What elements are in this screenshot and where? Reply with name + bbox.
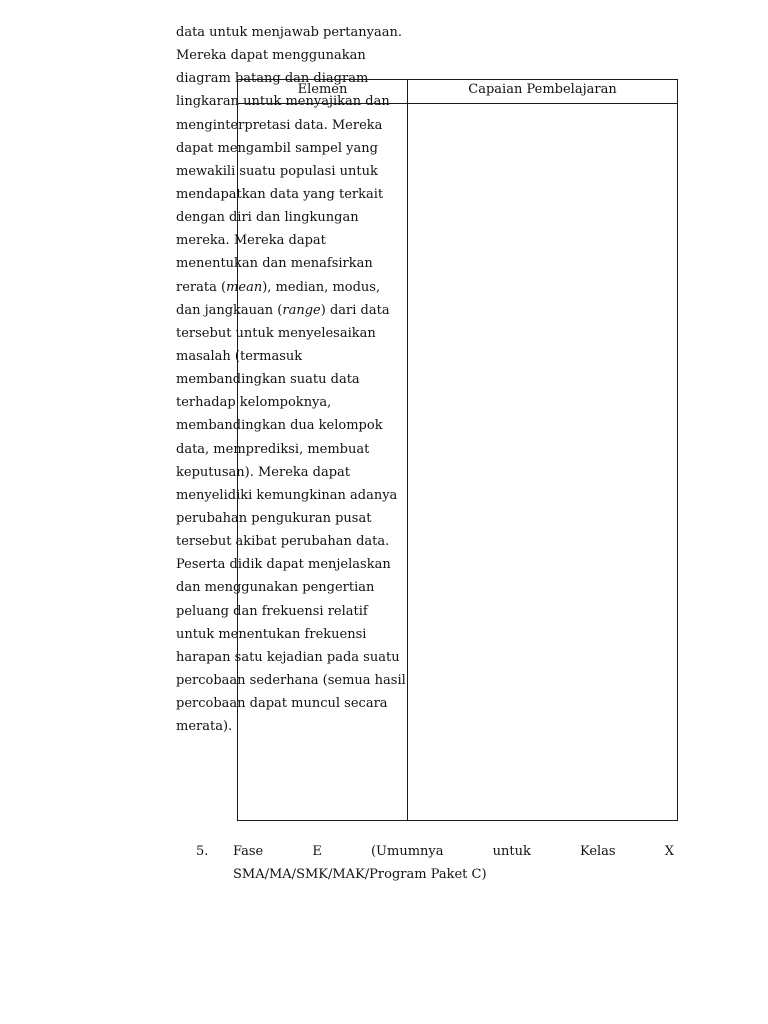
capaian-text-line: masalah (termasuk bbox=[176, 348, 303, 364]
capaian-text-line: Peserta didik dapat menjelaskan bbox=[176, 557, 391, 573]
list-item-heading-line-1 bbox=[233, 843, 674, 861]
list-item-heading-line-2: SMA/MA/SMK/MAK/Program Paket C) bbox=[233, 867, 487, 882]
capaian-text-line: merata). bbox=[176, 719, 233, 735]
capaian-text-line: diagram batang dan diagram bbox=[176, 71, 369, 87]
capaian-text-line: mewakili suatu populasi untuk bbox=[176, 163, 378, 179]
capaian-text-line: dan jangkauan (range) dari data bbox=[176, 302, 390, 318]
capaian-text-line: untuk menentukan frekuensi bbox=[176, 626, 367, 642]
heading-word: E bbox=[312, 844, 322, 859]
capaian-text-line: mereka. Mereka dapat bbox=[176, 233, 326, 249]
capaian-text-line: rerata (mean), median, modus, bbox=[176, 279, 381, 295]
capaian-text-line: Mereka dapat menggunakan bbox=[176, 48, 366, 64]
capaian-text-line: tersebut untuk menyelesaikan bbox=[176, 325, 376, 341]
capaian-text-line: mendapatkan data yang terkait bbox=[176, 186, 384, 202]
heading-word: Fase bbox=[233, 844, 264, 859]
header-capaian-pembelajaran: Capaian Pembelajaran bbox=[468, 82, 617, 97]
capaian-text-line: membandingkan dua kelompok bbox=[176, 418, 383, 434]
capaian-text-line: perubahan pengukuran pusat bbox=[176, 510, 372, 526]
capaian-text-line: harapan satu kejadian pada suatu bbox=[176, 649, 400, 665]
capaian-text-line: peluang dan frekuensi relatif bbox=[176, 603, 368, 619]
capaian-text-line: dengan diri dan lingkungan bbox=[176, 210, 359, 226]
capaian-text-line: percobaan dapat muncul secara bbox=[176, 696, 388, 712]
capaian-text-line: data untuk menjawab pertanyaan. bbox=[176, 25, 402, 40]
header-elemen: Elemen bbox=[297, 82, 348, 97]
capaian-text-line: dapat mengambil sampel yang bbox=[176, 140, 378, 156]
capaian-text-line: lingkaran untuk menyajikan dan bbox=[176, 94, 390, 110]
capaian-text-line: keputusan). Mereka dapat bbox=[176, 464, 351, 480]
capaian-text-line: data, memprediksi, membuat bbox=[176, 441, 370, 457]
capaian-text-line: menentukan dan menafsirkan bbox=[176, 256, 373, 272]
italic-term: mean bbox=[226, 279, 263, 295]
capaian-text-line: membandingkan suatu data bbox=[176, 372, 360, 388]
heading-word: (Umumnya bbox=[370, 844, 444, 859]
capaian-text-line: dan menggunakan pengertian bbox=[176, 580, 375, 596]
capaian-text-line: menyelidiki kemungkinan adanya bbox=[176, 487, 398, 503]
list-number: 5. bbox=[196, 844, 209, 859]
capaian-text-line: terhadap kelompoknya, bbox=[176, 395, 332, 411]
italic-term: range bbox=[282, 302, 321, 318]
heading-word: Kelas bbox=[579, 844, 616, 859]
capaian-text-line: menginterpretasi data. Mereka bbox=[176, 117, 383, 133]
capaian-text-line: percobaan sederhana (semua hasil bbox=[176, 672, 406, 688]
capaian-text-line: tersebut akibat perubahan data. bbox=[176, 534, 390, 550]
heading-word: untuk bbox=[492, 844, 531, 859]
capaian-cell-text bbox=[176, 24, 438, 741]
heading-word: X bbox=[664, 844, 674, 859]
